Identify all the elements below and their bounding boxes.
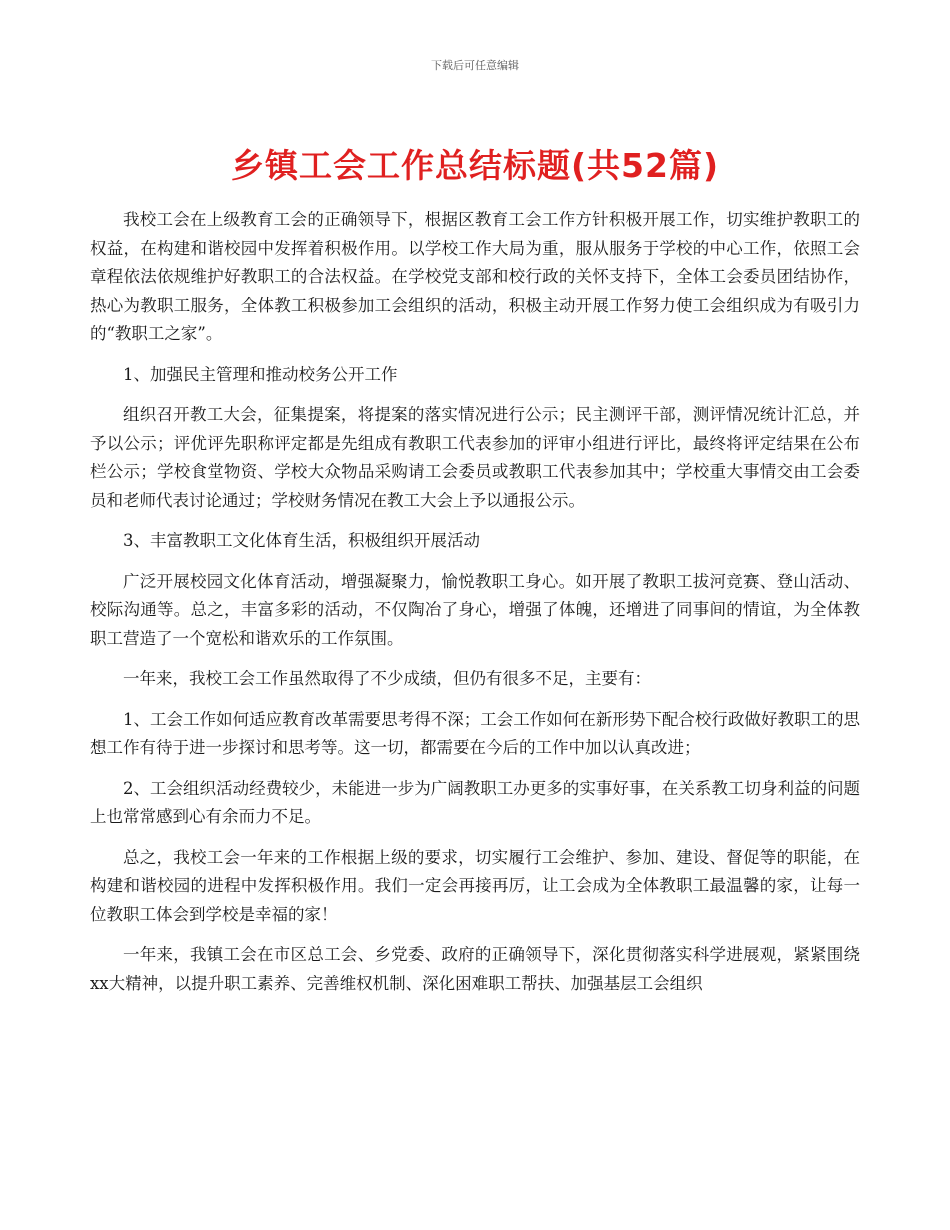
- section-heading: 3、丰富教职工文化体育生活，积极组织开展活动: [123, 531, 480, 550]
- section-heading: 1、加强民主管理和推动校务公开工作: [123, 364, 398, 384]
- paragraph: 广泛开展校园文化体育活动，增强凝聚力，愉悦教职工身心。如开展了教职工拔河竞赛、登山活动、校际沟通等。总之，丰富多彩的活动，不仅陶冶了身心，增强了体魄，还增进了同事间的情谊，为全体教职工营造了一个宽松和谐欢乐的工作氛围。: [90, 571, 860, 648]
- paragraph: 我校工会在上级教育工会的正确领导下，根据区教育工会工作方针积极开展工作，切实维护教职工的权益，在构建和谐校园中发挥着积极作用。以学校工作大局为重，服从服务于学校的中心工作，依照工会章程依法依规维护好教职工的合法权益。在学校党支部和校行政的关怀支持下，全体工会委员团结协作，热心为教职工服务，全体教工积极参加工会组织的活动，积极主动开展工作努力使工会组织成为有吸引力的“教职工之家”。: [90, 210, 860, 343]
- paragraph: 2、工会组织活动经费较少，未能进一步为广阔教职工办更多的实事好事，在关系教工切身利益的问题上也常常感到心有余而力不足。: [90, 778, 860, 826]
- document-title: 乡镇工会工作总结标题(共52篇): [230, 146, 720, 185]
- paragraph: 一年来，我镇工会在市区总工会、乡党委、政府的正确领导下，深化贯彻落实科学进展观，紧紧围绕xx大精神，以提升职工素养、完善维权机制、深化困难职工帮扶、加强基层工会组织: [90, 945, 860, 993]
- document-body: [90, 206, 860, 1010]
- paragraph: 总之，我校工会一年来的工作根据上级的要求，切实履行工会维护、参加、建设、督促等的职能，在构建和谐校园的进程中发挥积极作用。我们一定会再接再厉，让工会成为全体教职工最温馨的家，让每一位教职工体会到学校是幸福的家！: [90, 847, 860, 924]
- paragraph: 组织召开教工大会，征集提案，将提案的落实情况进行公示；民主测评干部，测评情况统计汇总，并予以公示；评优评先职称评定都是先组成有教职工代表参加的评审小组进行评比，最终将评定结果在公布栏公示；学校食堂物资、学校大众物品采购请工会委员或教职工代表参加其中；学校重大事情交由工会委员和老师代表讨论通过；学校财务情况在教工大会上予以通报公示。: [90, 405, 860, 510]
- header-note: 下载后可任意编辑: [431, 59, 519, 72]
- paragraph: 1、工会工作如何适应教育改革需要思考得不深；工会工作如何在新形势下配合校行政做好教职工的思想工作有待于进一步探讨和思考等。这一切，都需要在今后的工作中加以认真改进；: [90, 709, 860, 757]
- paragraph: 一年来，我校工会工作虽然取得了不少成绩，但仍有很多不足，主要有：: [123, 669, 651, 688]
